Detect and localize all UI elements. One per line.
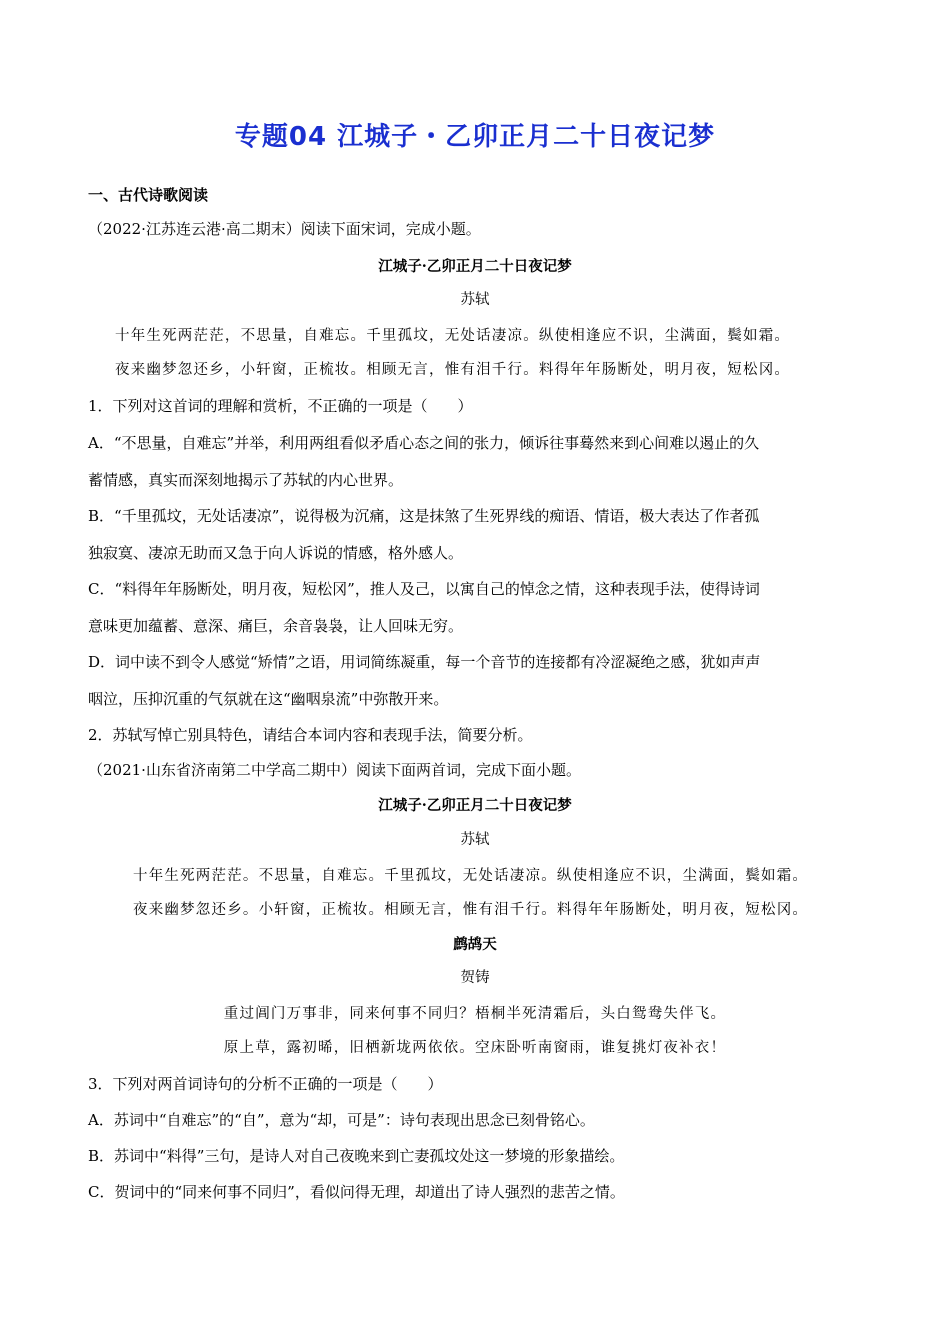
- option-a: A．“不思量，自难忘”并举，利用两组看似矛盾心态之间的张力，倾诉往事蓦然来到心间难以遏止的久: [88, 434, 760, 452]
- section-heading: 一、古代诗歌阅读: [88, 186, 209, 204]
- poem-title: 江城子·乙卯正月二十日夜记梦: [378, 797, 572, 814]
- poem-line: 十年生死两茫茫，不思量，自难忘。千里孤坟，无处话凄凉。纵使相逢应不识，尘满面，鬓如霜。: [115, 328, 791, 344]
- poem-author: 苏轼: [460, 832, 490, 848]
- option-d: D．词中读不到令人感觉“矫情”之语，用词简练凝重，每一个音节的连接都有冷涩凝绝之感，犹如声声: [88, 653, 761, 671]
- question-3: 3．下列对两首词诗句的分析不正确的一项是（ ）: [88, 1075, 443, 1093]
- option-c-cont: 意味更加蕴蓄、意深、痛巨，余音袅袅，让人回味无穷。: [88, 617, 464, 635]
- option-d-cont: 咽泣，压抑沉重的气氛就在这“幽咽泉流”中弥散开来。: [88, 690, 449, 708]
- source-note: （2021·山东省济南第二中学高二期中）阅读下面两首词，完成下面小题。: [88, 761, 581, 779]
- source-note: （2022·江苏连云港·高二期末）阅读下面宋词，完成小题。: [88, 220, 481, 238]
- poem-line: 夜来幽梦忽还乡。小轩窗，正梳妆。相顾无言，惟有泪千行。料得年年肠断处，明月夜，短松冈。: [133, 902, 809, 918]
- poem-line: 原上草，露初晞，旧栖新垅两依依。空床卧听南窗雨，谁复挑灯夜补衣！: [223, 1040, 727, 1056]
- poem-title: 江城子·乙卯正月二十日夜记梦: [378, 258, 572, 275]
- poem-author: 贺铸: [460, 970, 490, 986]
- poem-line: 重过阊门万事非，同来何事不同归？梧桐半死清霜后，头白鸳鸯失伴飞。: [223, 1006, 727, 1022]
- option-a: A．苏词中“自难忘”的“自”，意为“却，可是”：诗句表现出思念已刻骨铭心。: [88, 1111, 595, 1129]
- option-c: C．贺词中的“同来何事不同归”，看似问得无理，却道出了诗人强烈的悲苦之情。: [88, 1183, 625, 1201]
- page-title: 专题04 江城子・乙卯正月二十日夜记梦: [234, 122, 716, 152]
- poem-author: 苏轼: [460, 292, 490, 308]
- poem-line: 十年生死两茫茫。不思量，自难忘。千里孤坟，无处话凄凉。纵使相逢应不识，尘满面，鬓如霜。: [133, 868, 809, 884]
- option-b-cont: 独寂寞、凄凉无助而又急于向人诉说的情感，格外感人。: [88, 544, 464, 562]
- poem-line: 夜来幽梦忽还乡，小轩窗，正梳妆。相顾无言，惟有泪千行。料得年年肠断处，明月夜，短松冈。: [115, 362, 791, 378]
- option-b: B．“千里孤坟，无处话凄凉”，说得极为沉痛，这是抹煞了生死界线的痴语、情语，极大表达了作者孤: [88, 507, 760, 525]
- poem-title: 鹧鸪天: [453, 936, 497, 953]
- option-c: C．“料得年年肠断处，明月夜，短松冈”，推人及己，以寓自己的悼念之情，这种表现手法，使得诗词: [88, 580, 760, 598]
- question-2: 2．苏轼写悼亡别具特色，请结合本词内容和表现手法，简要分析。: [88, 726, 533, 744]
- option-b: B．苏词中“料得”三句，是诗人对自己夜晚来到亡妻孤坟处这一梦境的形象描绘。: [88, 1147, 625, 1165]
- question-1: 1．下列对这首词的理解和赏析，不正确的一项是（ ）: [88, 397, 473, 415]
- option-a-cont: 蓄情感，真实而深刻地揭示了苏轼的内心世界。: [88, 471, 404, 489]
